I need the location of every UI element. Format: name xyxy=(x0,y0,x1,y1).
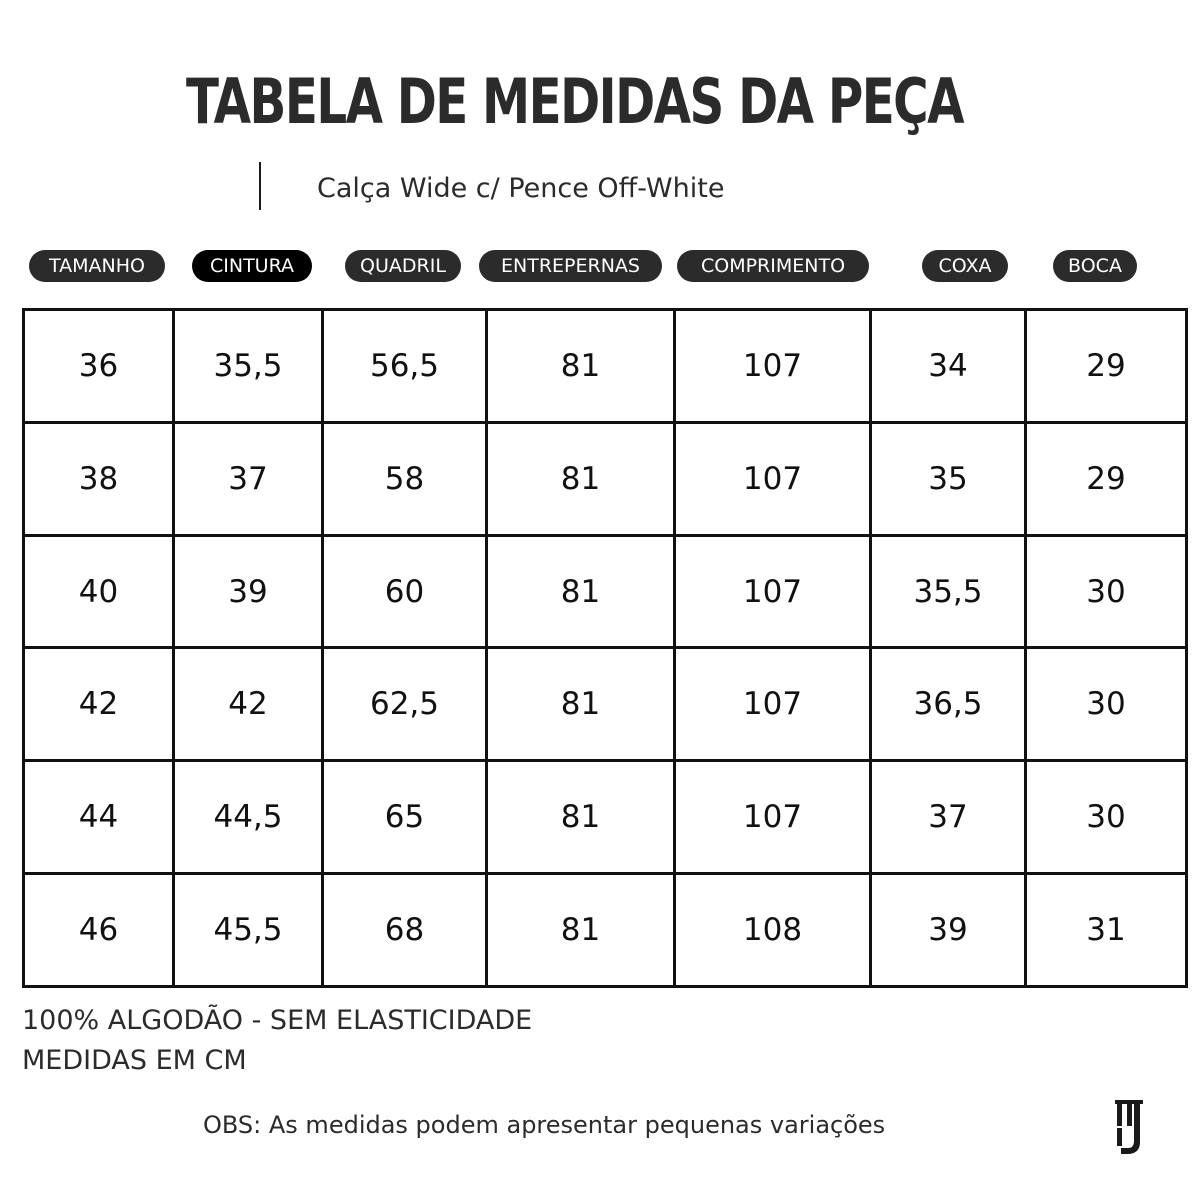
cell-coxa: 37 xyxy=(871,761,1026,874)
material-note: 100% ALGODÃO - SEM ELASTICIDADE xyxy=(22,1005,533,1036)
cell-coxa: 36,5 xyxy=(871,648,1026,761)
cell-cintura: 42 xyxy=(174,648,323,761)
table-row xyxy=(24,761,1187,874)
cell-comprimento: 107 xyxy=(675,761,871,874)
cell-entrepernas: 81 xyxy=(487,535,675,648)
cell-quadril: 58 xyxy=(323,422,487,535)
column-header-cintura: CINTURA xyxy=(192,250,312,282)
cell-tamanho: 46 xyxy=(24,874,174,987)
cell-tamanho: 40 xyxy=(24,535,174,648)
cell-cintura: 45,5 xyxy=(174,874,323,987)
table-row xyxy=(24,874,1187,987)
table-row xyxy=(24,422,1187,535)
cell-cintura: 37 xyxy=(174,422,323,535)
cell-boca: 30 xyxy=(1026,535,1187,648)
measurements-table xyxy=(22,308,1188,988)
subtitle-divider xyxy=(259,162,261,210)
cell-entrepernas: 81 xyxy=(487,310,675,423)
cell-comprimento: 107 xyxy=(675,310,871,423)
cell-boca: 31 xyxy=(1026,874,1187,987)
cell-boca: 30 xyxy=(1026,648,1187,761)
product-name: Calça Wide c/ Pence Off-White xyxy=(317,173,725,204)
cell-comprimento: 108 xyxy=(675,874,871,987)
page-title: TABELA DE MEDIDAS DA PEÇA xyxy=(186,65,963,138)
cell-boca: 29 xyxy=(1026,310,1187,423)
cell-coxa: 35,5 xyxy=(871,535,1026,648)
cell-tamanho: 38 xyxy=(24,422,174,535)
cell-entrepernas: 81 xyxy=(487,422,675,535)
cell-entrepernas: 81 xyxy=(487,761,675,874)
brand-monogram-icon xyxy=(1112,1098,1146,1156)
cell-comprimento: 107 xyxy=(675,422,871,535)
cell-comprimento: 107 xyxy=(675,535,871,648)
cell-quadril: 56,5 xyxy=(323,310,487,423)
cell-cintura: 39 xyxy=(174,535,323,648)
cell-boca: 30 xyxy=(1026,761,1187,874)
cell-quadril: 68 xyxy=(323,874,487,987)
cell-boca: 29 xyxy=(1026,422,1187,535)
units-note: MEDIDAS EM CM xyxy=(22,1045,247,1076)
table-row xyxy=(24,310,1187,423)
column-header-comprimento: COMPRIMENTO xyxy=(677,250,869,282)
cell-quadril: 60 xyxy=(323,535,487,648)
cell-entrepernas: 81 xyxy=(487,648,675,761)
cell-cintura: 35,5 xyxy=(174,310,323,423)
cell-quadril: 62,5 xyxy=(323,648,487,761)
table-row xyxy=(24,648,1187,761)
column-header-boca: BOCA xyxy=(1053,250,1137,282)
column-header-coxa: COXA xyxy=(922,250,1008,282)
cell-entrepernas: 81 xyxy=(487,874,675,987)
cell-quadril: 65 xyxy=(323,761,487,874)
cell-coxa: 39 xyxy=(871,874,1026,987)
cell-tamanho: 44 xyxy=(24,761,174,874)
table-row xyxy=(24,535,1187,648)
cell-tamanho: 36 xyxy=(24,310,174,423)
cell-tamanho: 42 xyxy=(24,648,174,761)
column-header-entrepernas: ENTREPERNAS xyxy=(479,250,662,282)
cell-coxa: 35 xyxy=(871,422,1026,535)
cell-comprimento: 107 xyxy=(675,648,871,761)
cell-coxa: 34 xyxy=(871,310,1026,423)
variation-disclaimer: OBS: As medidas podem apresentar pequenas variações xyxy=(203,1111,886,1139)
cell-cintura: 44,5 xyxy=(174,761,323,874)
column-header-quadril: QUADRIL xyxy=(345,250,461,282)
column-header-tamanho: TAMANHO xyxy=(29,250,165,282)
